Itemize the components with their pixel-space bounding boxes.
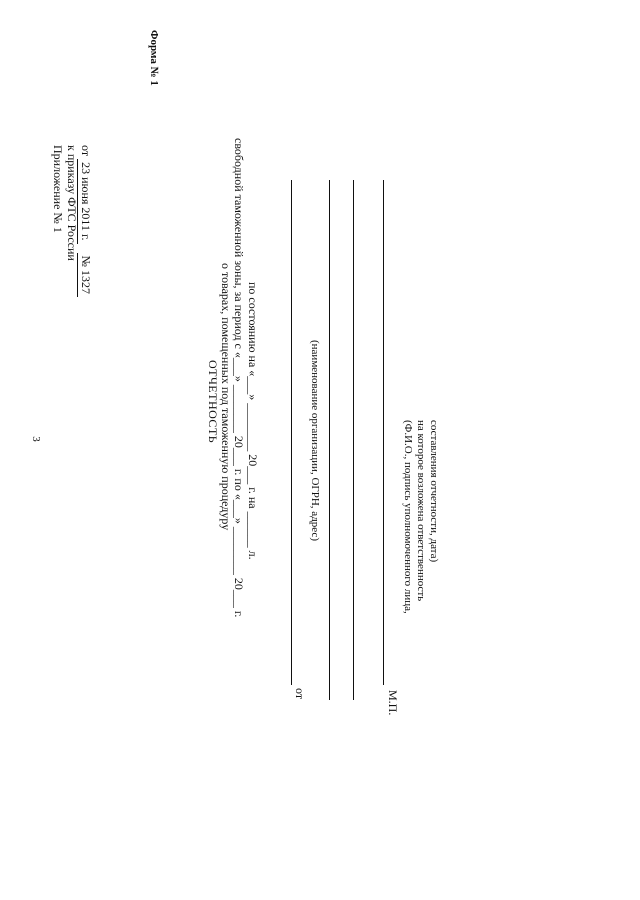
stamp-label: М.П. [386, 690, 400, 716]
appendix-line-1: Приложение № 1 [51, 145, 65, 233]
appendix-date-year: 2011 г. [79, 207, 93, 241]
org-line-3 [353, 180, 354, 700]
appendix-date-month: июня [79, 177, 93, 205]
report-line-3: по состоянию на «___» ________ 20___ г. на ______ л. [246, 282, 260, 560]
org-line-1 [291, 180, 292, 685]
form-label: Форма № 1 [148, 30, 160, 86]
report-line-1: о товарах, помещенных под таможенную процедуру [219, 263, 233, 531]
signature-hint-2: на которое возложена ответственность [415, 420, 427, 602]
appendix-date-day: 23 [79, 162, 93, 175]
signature-hint-3: составления отчетности, дата) [428, 420, 440, 563]
org-hint: (наименование организации, ОГРН, адрес) [309, 340, 321, 541]
report-line-2: свободной таможенной зоны, за период с «___» ________ 20___ г. по «___» ________ 20___ г. [232, 138, 246, 618]
signature-hint-1: (Ф.И.О., подпись уполномоченного лица, [402, 420, 414, 614]
appendix-date-prefix: от [79, 145, 93, 157]
org-line-2 [329, 180, 330, 700]
appendix-line-2: к приказу ФТС России [65, 145, 79, 261]
appendix-line-3 [77, 145, 93, 297]
page-number: 3 [29, 436, 42, 442]
report-title: ОТЧЕТНОСТЬ [206, 360, 220, 444]
document-sheet [50, 20, 480, 880]
signature-line [383, 180, 384, 685]
from-label: от [293, 688, 307, 700]
appendix-order-number: № 1327 [77, 253, 93, 297]
appendix-date [77, 159, 93, 243]
